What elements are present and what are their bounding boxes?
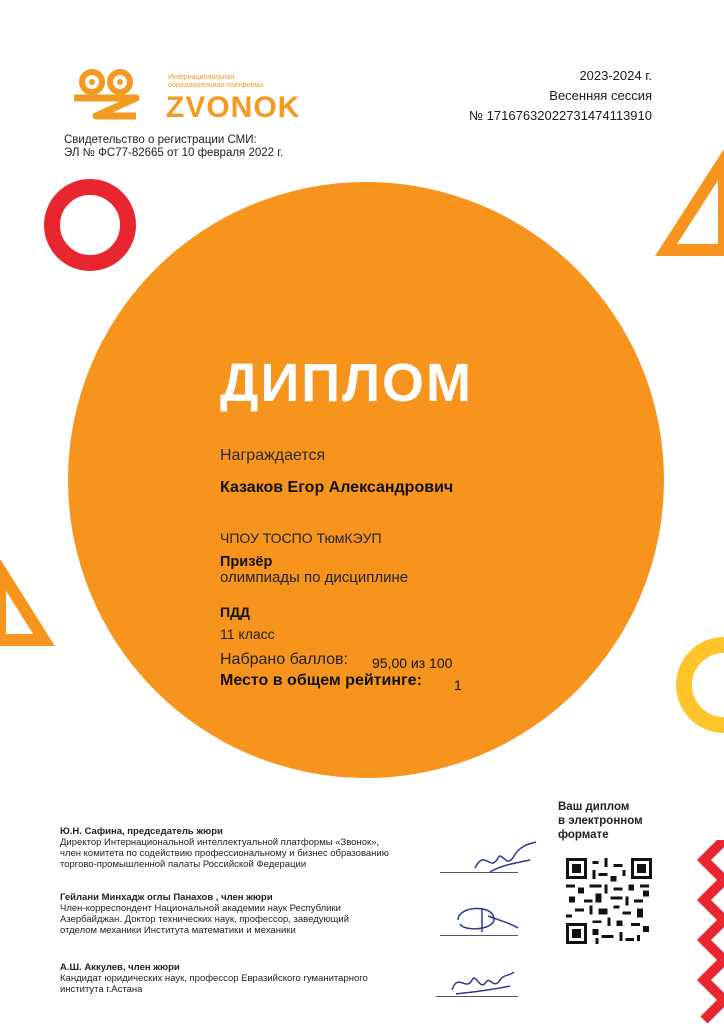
zvonok-logo-icon (70, 68, 160, 123)
red-zigzag-decoration (696, 840, 724, 1024)
logo-tagline: Интернациональная образовательная платформа (168, 74, 264, 89)
recipient-name: Казаков Егор Александрович (220, 479, 454, 496)
jury-name: А.Ш. Аккулев, член жюри (60, 962, 180, 973)
session-year: 2023-2024 г. (579, 68, 652, 83)
jury-name: Ю.Н. Сафина, председатель жюри (60, 826, 223, 837)
signature-line-3 (436, 996, 518, 997)
qr-code[interactable] (566, 858, 652, 944)
orange-triangle-top-decoration (650, 150, 724, 260)
jury-member-2: Гейлани Минхадж оглы Панахов , член жюри Член-корреспондент Национальной академии наук Республики Азербайджан. Доктор технических наук, профессор, заведующий отделом механики Института математики и механики (60, 892, 460, 936)
place-label: Место в общем рейтинге: (220, 672, 422, 689)
logo-wordmark: ZVONOK (166, 91, 301, 124)
place-value: 1 (454, 677, 462, 693)
jury-name: Гейлани Минхадж оглы Панахов , член жюри (60, 892, 273, 903)
qr-caption: Ваш диплом в электронном формате (558, 801, 643, 841)
organization: ЧПОУ ТОСПО ТюмКЭУП (220, 530, 382, 546)
awarded-label: Награждается (220, 447, 326, 464)
signature-line-1 (440, 872, 518, 873)
diploma-title: ДИПЛОМ (220, 353, 473, 413)
zvonok-logo (70, 68, 330, 128)
jury-member-1: Ю.Н. Сафина, председатель жюри Директор Интернациональной интеллектуальной платформы «Звонок», член комитета по содействию профессиональному и бизнес образованию торгово-промышленной палаты Российской Федерации (60, 826, 460, 870)
session-info (469, 66, 652, 126)
jury-member-3: А.Ш. Аккулев, член жюри Кандидат юридических наук, профессор Евразийского гуманитарного института г.Астана (60, 962, 460, 995)
subject: ПДД (220, 604, 251, 620)
signature-line-2 (440, 935, 518, 936)
score-label: Набрано баллов: (220, 651, 348, 668)
diploma-number: № 17167632022731474113910 (469, 108, 652, 123)
registration-info: Свидетельство о регистрации СМИ: ЭЛ № ФС77-82665 от 10 февраля 2022 г. (64, 134, 284, 159)
session-term: Весенняя сессия (549, 88, 652, 103)
yellow-arc-decoration (664, 630, 724, 740)
grade: 11 класс (220, 626, 275, 642)
rank-label: Призёр (220, 554, 273, 570)
orange-triangle-left-decoration (0, 560, 60, 650)
red-ring-decoration (40, 175, 140, 275)
signature-2 (452, 898, 522, 938)
score-value: 95,00 из 100 (372, 655, 453, 671)
olympiad-label: олимпиады по дисциплине (220, 569, 409, 586)
signature-3 (448, 966, 518, 1000)
